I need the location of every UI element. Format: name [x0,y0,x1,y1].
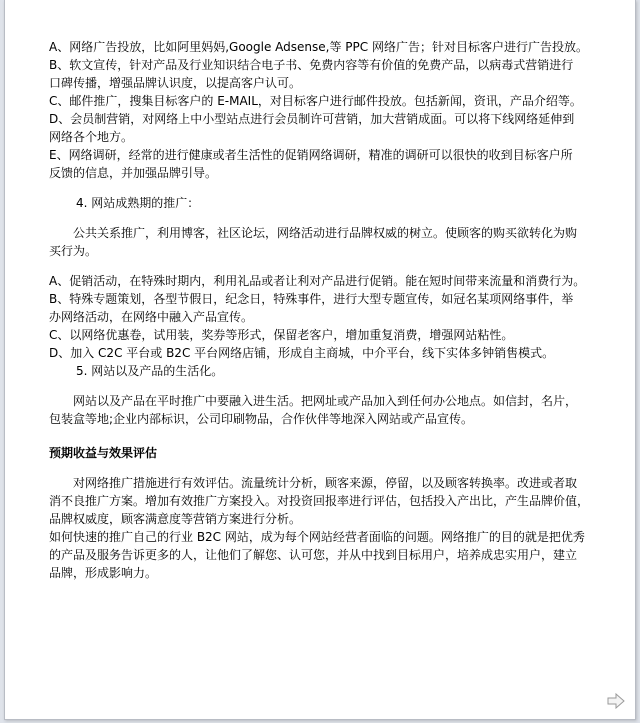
paragraph-line: C、以网络优惠卷，试用装，奖券等形式，保留老客户，增加重复消费，增强网站粘性。 [49,328,514,342]
paragraph-line: D、会员制营销，对网络上中小型站点进行会员制许可营销，加大营销成面。可以将下线网络延伸到 [49,112,575,126]
paragraph-line: 的产品及服务告诉更多的人，让他们了解您、认可您，并从中找到目标用户，培养成忠实用户，建立 [49,548,578,562]
paragraph-line: 网站以及产品在平时推广中要融入进生活。把网址或产品加入到任何办公地点。如信封，名片， [73,394,578,408]
step-5-title: 5. 网站以及产品的生活化。 [76,364,224,378]
paragraph-line: 口碑传播，增强品牌认识度，以提高客户认可。 [49,76,302,90]
step-4-title: 4. 网站成熟期的推广： [76,196,200,210]
paragraph-line: 买行为。 [49,244,98,258]
paragraph-line: 如何快速的推广自己的行业 B2C 网站，成为每个网站经营者面临的问题。网络推广的目的就是把优秀 [49,530,585,544]
paragraph-line: 反馈的信息，并加强品牌引导。 [49,166,218,180]
paragraph-line: 品牌，形成影响力。 [49,566,158,580]
section-heading: 预期收益与效果评估 [49,446,158,460]
paragraph-line: 对网络推广措施进行有效评估。流量统计分析，顾客来源，停留，以及顾客转换率。改进或者取 [73,476,578,490]
paragraph-line: B、特殊专题策划，各型节假日，纪念日，特殊事件，进行大型专题宣传，如冠名某项网络事件，举 [49,292,574,306]
paragraph-line: E、网络调研，经常的进行健康或者生活性的促销网络调研，精准的调研可以很快的收到目标客户所 [49,148,573,162]
paragraph-line: 办网络活动，在网络中融入产品宣传。 [49,310,254,324]
paragraph-line: 网络各个地方。 [49,130,134,144]
document-page [4,0,636,720]
paragraph-line: A、促销活动，在特殊时期内，利用礼品或者让利对产品进行促销。能在短时间带来流量和消费行为。 [49,274,586,288]
arrow-right-icon[interactable] [607,693,625,709]
paragraph-line: D、加入 C2C 平台或 B2C 平台网络店铺，形成自主商城，中介平台，线下实体多钟销售模式。 [49,346,555,360]
document-body [49,38,601,582]
paragraph-line: 包装盒等地;企业内部标识，公司印刷物品，合作伙伴等地深入网站或产品宣传。 [49,412,474,426]
paragraph-line: 公共关系推广，利用博客，社区论坛，网络活动进行品牌权威的树立。使顾客的购买欲转化为购 [73,226,578,240]
paragraph-line: 消不良推广方案。增加有效推广方案投入。对投资回报率进行评估，包括投入产出比，产生品牌价值， [49,494,590,508]
paragraph-line: 品牌权威度，顾客满意度等营销方案进行分析。 [49,512,302,526]
paragraph-line: B、软文宣传，针对产品及行业知识结合电子书、免费内容等有价值的免费产品，以病毒式营销进行 [49,58,574,72]
paragraph-line: A、网络广告投放，比如阿里妈妈,Google Adsense,等 PPC 网络广告；针对目标客户进行广告投放。 [49,40,588,54]
paragraph-line: C、邮件推广，搜集目标客户的 E-MAIL，对目标客户进行邮件投放。包括新闻，资讯，产品介绍等。 [49,94,582,108]
